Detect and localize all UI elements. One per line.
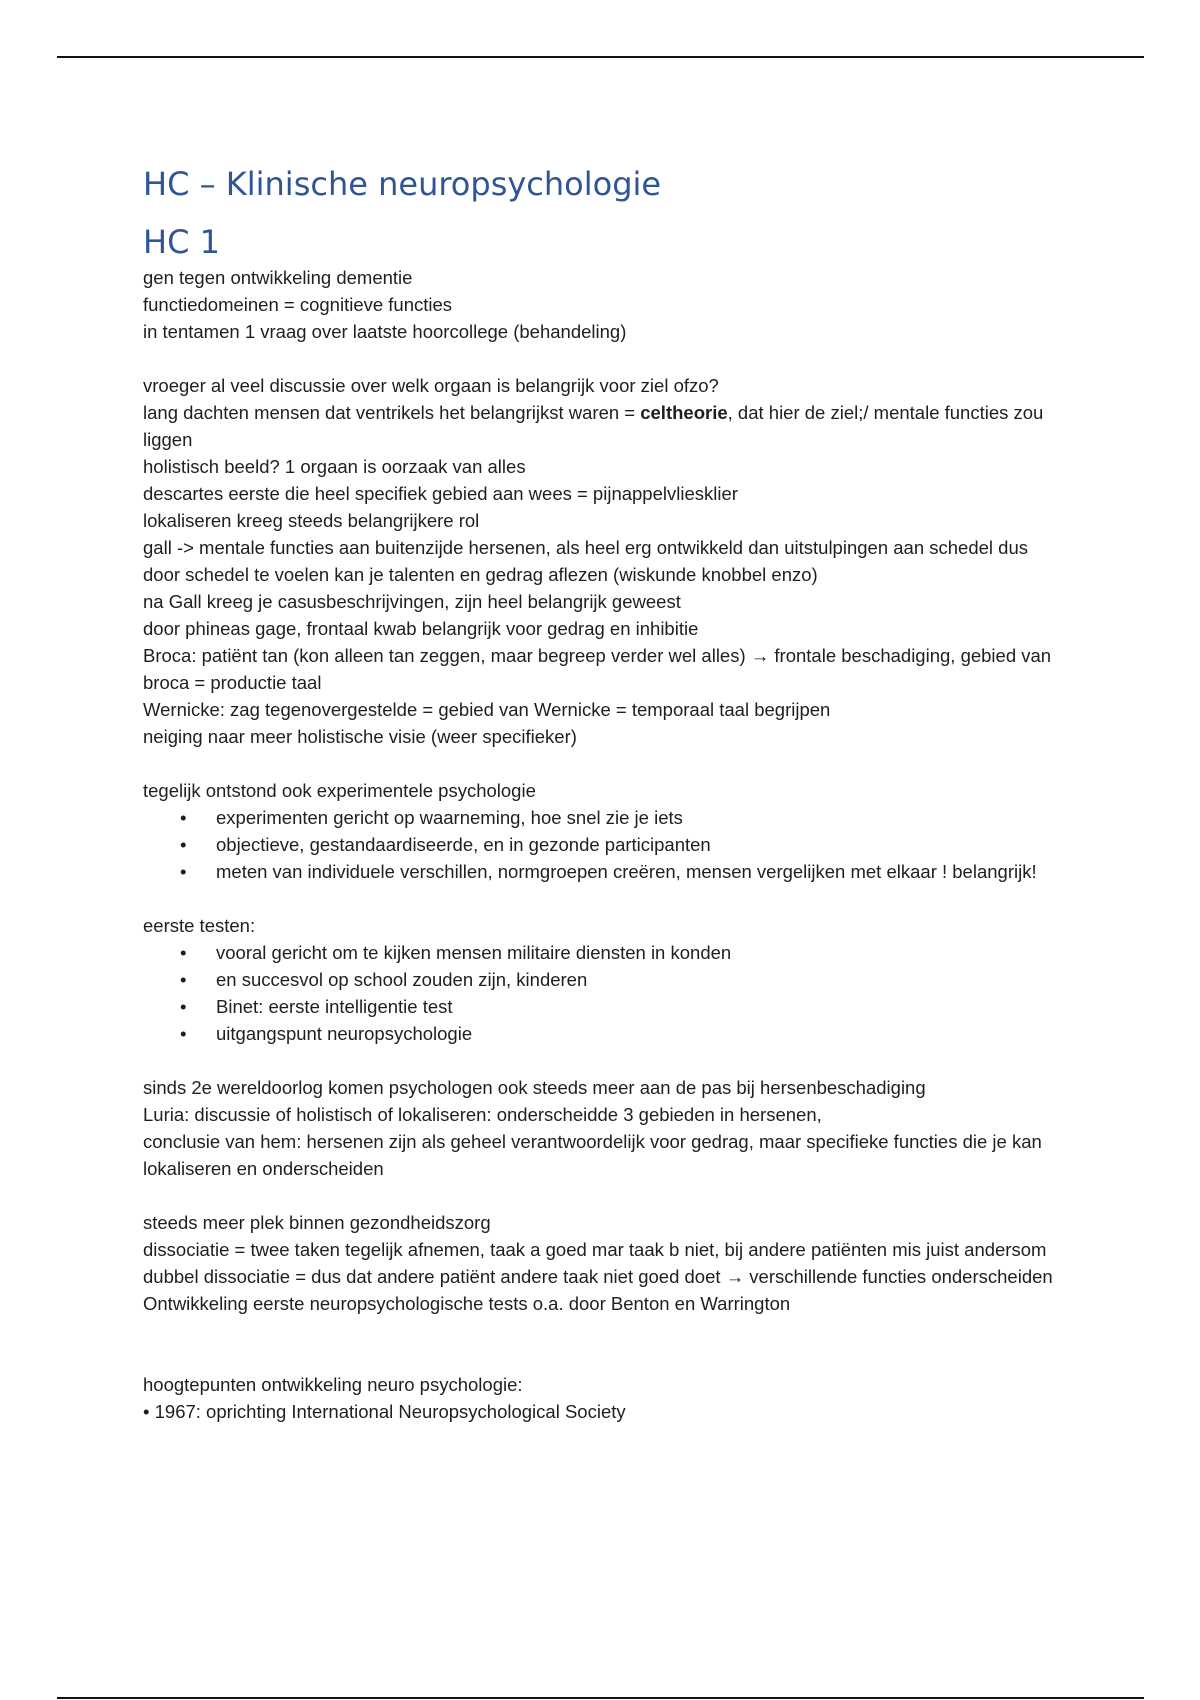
paragraph-line: neiging naar meer holistische visie (weer specifieker) [143, 726, 577, 747]
list-item: • meten van individuele verschillen, normgroepen creëren, mensen vergelijken met elkaar ! belangrijk! [143, 858, 1063, 885]
bold-term: celtheorie [640, 402, 728, 423]
paragraph-line: lokaliseren kreeg steeds belangrijkere rol [143, 510, 480, 531]
healthcare-block [143, 1209, 1063, 1317]
footer-rule [57, 1697, 1144, 1699]
intro-block [143, 264, 1063, 345]
text-run: , dat hier de ziel;/ mentale functies zou liggen [143, 402, 1044, 450]
paragraph-line: door phineas gage, frontaal kwab belangrijk voor gedrag en inhibitie [143, 618, 699, 639]
paragraph-line: Broca: patiënt tan (kon alleen tan zeggen, maar begreep verder wel alles) → frontale beschadiging, gebied van broca = productie taal [143, 645, 1052, 693]
paragraph-line: na Gall kreeg je casusbeschrijvingen, zijn heel belangrijk geweest [143, 591, 681, 612]
paragraph-line: in tentamen 1 vraag over laatste hoorcollege (behandeling) [143, 321, 627, 342]
paragraph-line: functiedomeinen = cognitieve functies [143, 294, 453, 315]
paragraph-line: dissociatie = twee taken tegelijk afnemen, taak a goed mar taak b niet, bij andere patiënten mis juist andersom [143, 1239, 1047, 1260]
list-item: • objectieve, gestandaardiseerde, en in gezonde participanten [143, 831, 1063, 858]
document-title: HC – Klinische neuropsychologie [143, 165, 662, 203]
paragraph-line: Luria: discussie of holistisch of lokaliseren: onderscheidde 3 gebieden in hersenen, [143, 1104, 822, 1125]
history-block [143, 372, 1063, 750]
document-body [143, 160, 1063, 1425]
paragraph-line: eerste testen: [143, 915, 256, 936]
paragraph-line: conclusie van hem: hersenen zijn als geheel verantwoordelijk voor gedrag, maar specifieke functies die je kan lokaliseren en onderscheiden [143, 1131, 1042, 1179]
list-item: • vooral gericht om te kijken mensen militaire diensten in konden [143, 939, 1063, 966]
paragraph-line: Wernicke: zag tegenovergestelde = gebied van Wernicke = temporaal taal begrijpen [143, 699, 831, 720]
paragraph-line: tegelijk ontstond ook experimentele psychologie [143, 780, 536, 801]
paragraph-line: dubbel dissociatie = dus dat andere patiënt andere taak niet goed doet → verschillende functies onderscheiden [143, 1266, 1053, 1287]
paragraph-line: hoogtepunten ontwikkeling neuro psychologie: [143, 1374, 523, 1395]
highlights-block [143, 1371, 1063, 1425]
header-rule [57, 56, 1144, 58]
experimental-block [143, 777, 1063, 885]
paragraph-line: sinds 2e wereldoorlog komen psychologen ook steeds meer aan de pas bij hersenbeschadiging [143, 1077, 926, 1098]
section-heading: HC 1 [143, 223, 220, 261]
paragraph-line: steeds meer plek binnen gezondheidszorg [143, 1212, 491, 1233]
paragraph-line: gen tegen ontwikkeling dementie [143, 267, 413, 288]
postwar-block [143, 1074, 1063, 1182]
paragraph-line [143, 399, 1063, 453]
paragraph-line: holistisch beeld? 1 orgaan is oorzaak van alles [143, 456, 526, 477]
bullet-list [143, 804, 1063, 885]
list-item: • Binet: eerste intelligentie test [143, 993, 1063, 1020]
paragraph-line: vroeger al veel discussie over welk orgaan is belangrijk voor ziel ofzo? [143, 375, 719, 396]
paragraph-line: gall -> mentale functies aan buitenzijde hersenen, als heel erg ontwikkeld dan uitstulpingen aan schedel dus door schedel te voelen kan je talenten en gedrag aflezen (wiskunde knobbel enzo) [143, 537, 1028, 585]
text-run: lang dachten mensen dat ventrikels het belangrijkst waren = [143, 402, 641, 423]
first-tests-block [143, 912, 1063, 1047]
list-item: • en succesvol op school zouden zijn, kinderen [143, 966, 1063, 993]
bullet-list [143, 939, 1063, 1047]
paragraph-line: Ontwikkeling eerste neuropsychologische tests o.a. door Benton en Warrington [143, 1293, 791, 1314]
list-item: • experimenten gericht op waarneming, hoe snel zie je iets [143, 804, 1063, 831]
list-item: • uitgangspunt neuropsychologie [143, 1020, 1063, 1047]
paragraph-line: descartes eerste die heel specifiek gebied aan wees = pijnappelvliesklier [143, 483, 738, 504]
list-item: • 1967: oprichting International Neuropsychological Society [143, 1401, 626, 1422]
